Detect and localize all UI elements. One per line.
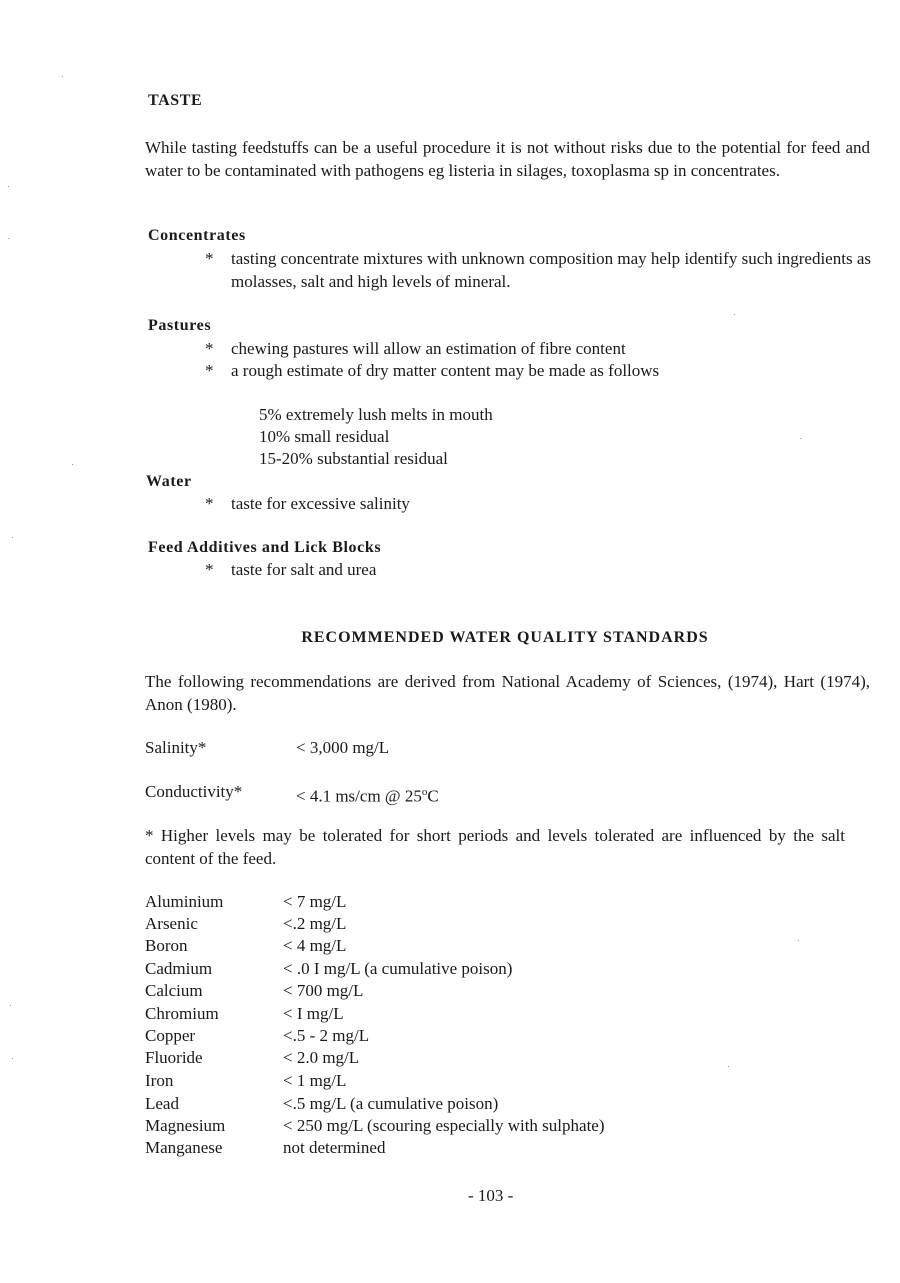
scan-speck: [734, 314, 735, 315]
element-value: < 2.0 mg/L: [283, 1048, 360, 1067]
element-name: Calcium: [145, 981, 203, 1000]
element-name: Arsenic: [145, 914, 198, 933]
element-value: <.5 - 2 mg/L: [283, 1026, 370, 1045]
taste-heading: TASTE: [148, 92, 203, 109]
scan-speck: [8, 238, 9, 239]
concentrates-heading: Concentrates: [148, 227, 246, 244]
element-value: < 4 mg/L: [283, 936, 347, 955]
bullet-marker: *: [205, 560, 214, 579]
element-name: Boron: [145, 936, 188, 955]
salinity-label: Salinity*: [145, 738, 207, 757]
scan-speck: [62, 76, 63, 77]
element-value: < 7 mg/L: [283, 892, 347, 911]
element-name: Iron: [145, 1071, 174, 1090]
pastures-bullet: a rough estimate of dry matter content may be made as follows: [231, 361, 660, 380]
conductivity-value: [296, 781, 439, 808]
element-name: Chromium: [145, 1004, 219, 1023]
element-name: Copper: [145, 1026, 196, 1045]
pastures-heading: Pastures: [148, 317, 212, 334]
element-name: Manganese: [145, 1138, 223, 1157]
conductivity-value-main: < 4.1 ms/cm @ 25: [296, 786, 422, 806]
element-value: < 250 mg/L (scouring especially with sulphate): [283, 1116, 605, 1135]
dry-matter-line: 5% extremely lush melts in mouth: [259, 405, 493, 424]
scan-speck: [12, 537, 13, 538]
dry-matter-line: 15-20% substantial residual: [259, 449, 448, 468]
standards-title: RECOMMENDED WATER QUALITY STANDARDS: [301, 629, 709, 646]
scan-speck: [800, 438, 801, 439]
scan-speck: [798, 940, 799, 941]
dry-matter-line: 10% small residual: [259, 427, 390, 446]
feed-additives-heading: Feed Additives and Lick Blocks: [148, 539, 382, 556]
water-bullet: taste for excessive salinity: [231, 494, 410, 513]
page-number: - 103 -: [468, 1186, 514, 1205]
element-name: Fluoride: [145, 1048, 203, 1067]
element-value: <.5 mg/L (a cumulative poison): [283, 1094, 499, 1113]
degree-mark: o: [421, 786, 428, 798]
standards-intro-paragraph: The following recommendations are derived from National Academy of Sciences, (1974), Hart (1974), Anon (1980).: [145, 672, 870, 714]
bullet-marker: *: [205, 361, 214, 380]
scan-speck: [10, 1005, 11, 1006]
salinity-value: < 3,000 mg/L: [296, 738, 390, 757]
conductivity-label: Conductivity*: [145, 782, 243, 801]
water-heading: Water: [146, 473, 192, 490]
scan-speck: [8, 186, 9, 187]
salinity-footnote: * Higher levels may be tolerated for short periods and levels tolerated are influenced by the salt content of the feed.: [145, 826, 845, 868]
element-value: <.2 mg/L: [283, 914, 347, 933]
bullet-marker: *: [205, 494, 214, 513]
element-name: Aluminium: [145, 892, 224, 911]
taste-intro-paragraph: While tasting feedstuffs can be a useful procedure it is not without risks due to the potential for feed and water to be contaminated with pathogens eg listeria in silages, toxoplasma sp in concentrates.: [145, 138, 870, 180]
concentrates-bullet: tasting concentrate mixtures with unknown composition may help identify such ingredients as molasses, salt and high levels of mineral.: [231, 249, 871, 291]
element-name: Magnesium: [145, 1116, 226, 1135]
conductivity-unit: C: [427, 786, 439, 806]
scan-speck: [72, 464, 73, 465]
bullet-marker: *: [205, 339, 214, 358]
scan-speck: [12, 1058, 13, 1059]
scan-speck: [728, 1066, 729, 1067]
element-value: < I mg/L: [283, 1004, 344, 1023]
element-name: Lead: [145, 1094, 179, 1113]
element-value: < 1 mg/L: [283, 1071, 347, 1090]
pastures-bullet: chewing pastures will allow an estimation of fibre content: [231, 339, 626, 358]
element-name: Cadmium: [145, 959, 213, 978]
element-value: < .0 I mg/L (a cumulative poison): [283, 959, 513, 978]
bullet-marker: *: [205, 249, 214, 268]
feed-additives-bullet: taste for salt and urea: [231, 560, 377, 579]
element-value: not determined: [283, 1138, 386, 1157]
element-value: < 700 mg/L: [283, 981, 364, 1000]
